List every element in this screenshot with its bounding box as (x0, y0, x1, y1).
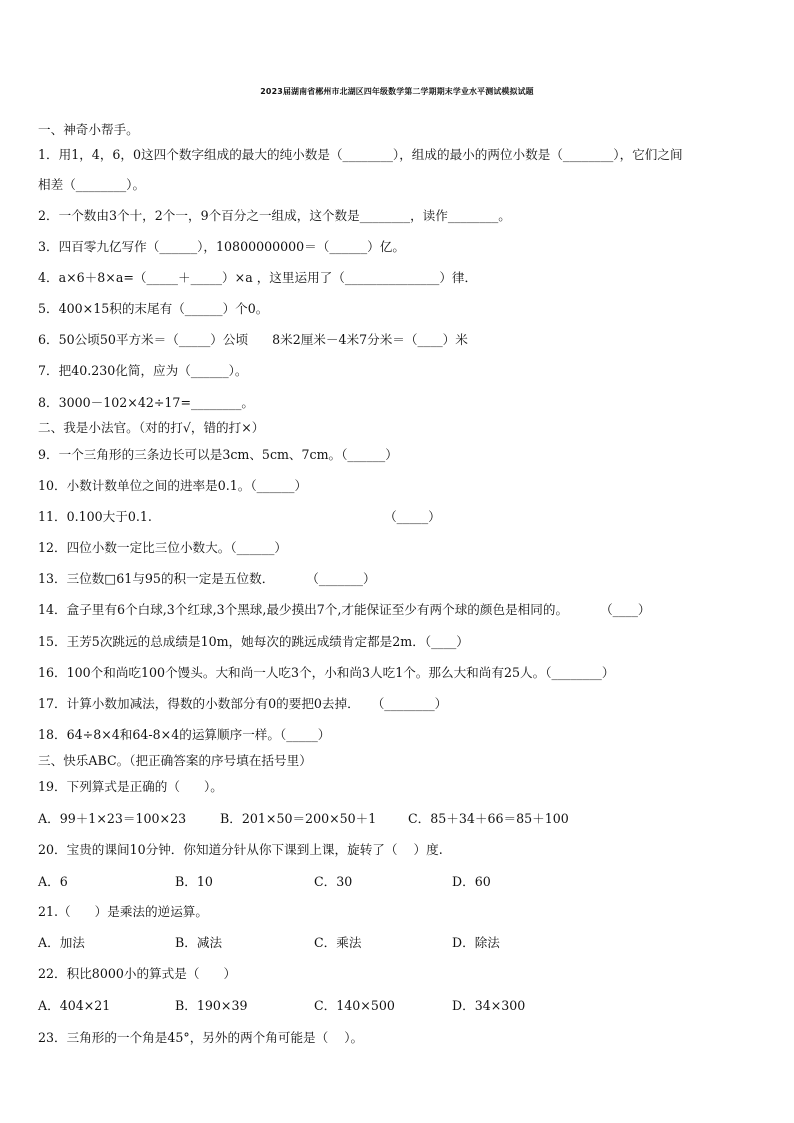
page-title: 2023届湖南省郴州市北湖区四年级数学第二学期期末学业水平测试模拟试题 (260, 87, 534, 96)
question-9: 9．一个三角形的三条边长可以是3cm、5cm、7cm。（______） (38, 447, 398, 462)
section-2-heading: 二、我是小法官。（对的打√，错的打×） (38, 420, 265, 435)
question-21-option-a: A．加法 (38, 935, 85, 950)
question-1-line-2: 相差（________）。 (38, 177, 146, 192)
question-21: 21.（ ）是乘法的逆运算。 (38, 904, 208, 919)
question-10: 10．小数计数单位之间的进率是0.1。（______） (38, 478, 308, 493)
question-4: 4．a×6＋8×a=（_____＋_____）×a ，这里运用了（_______________）律． (38, 270, 478, 285)
question-2: 2．一个数由3个十，2个一，9个百分之一组成，这个数是________，读作________。 (38, 208, 511, 223)
question-17: 17．计算小数加减法，得数的小数部分有0的要把0去掉． （________） (38, 696, 448, 711)
question-13: 13．三位数□61与95的积一定是五位数． （_______） (38, 571, 376, 586)
section-1-heading: 一、神奇小帮手。 (38, 122, 139, 137)
question-19-option-a: A．99＋1×23＝100×23 (38, 811, 187, 826)
question-20: 20．宝贵的课间10分钟．你知道分针从你下课到上课，旋转了（ ）度. (38, 842, 443, 857)
section-3-heading: 三、快乐ABC。（把正确答案的序号填在括号里） (38, 753, 312, 768)
question-18: 18．64÷8×4和64-8×4的运算顺序一样。（_____） (38, 727, 331, 742)
question-20-option-c: C．30 (314, 874, 353, 889)
question-8: 8．3000－102×42÷17=________。 (38, 395, 254, 410)
question-22: 22．积比8000小的算式是（ ） (38, 966, 237, 981)
question-22-option-b: B．190×39 (175, 998, 248, 1013)
question-19-option-b: B．201×50＝200×50＋1 (220, 811, 377, 826)
question-23: 23．三角形的一个角是45°，另外的两个角可能是（ ）。 (38, 1030, 364, 1045)
question-11: 11．0.100大于0.1. （_____） (38, 509, 441, 524)
question-19-option-c: C．85＋34＋66＝85＋100 (408, 811, 569, 826)
question-22-option-a: A．404×21 (38, 998, 111, 1013)
question-7: 7．把40.230化简，应为（______）。 (38, 363, 248, 378)
question-14: 14．盒子里有6个白球,3个红球,3个黑球,最少摸出7个,才能保证至少有两个球的颜色是相同的。 （____） (38, 602, 651, 617)
question-20-option-a: A．6 (38, 874, 68, 889)
question-21-option-b: B．减法 (175, 935, 223, 950)
question-16: 16．100个和尚吃100个馒头。大和尚一人吃3个，小和尚3人吃1个。那么大和尚有25人。（________） (38, 665, 615, 680)
question-21-option-d: D．除法 (452, 935, 500, 950)
question-21-option-c: C．乘法 (314, 935, 362, 950)
question-15: 15．王芳5次跳远的总成绩是10m，她每次的跳远成绩肯定都是2m．（____） (38, 634, 469, 649)
question-19: 19．下列算式是正确的（ ）。 (38, 779, 223, 794)
question-22-option-c: C．140×500 (314, 998, 395, 1013)
question-12: 12．四位小数一定比三位小数大。（______） (38, 540, 288, 555)
question-6: 6．50公顷50平方米＝（_____）公顷 8米2厘米－4米7分米＝（____）米 (38, 332, 468, 347)
question-5: 5．400×15积的末尾有（______）个0。 (38, 301, 269, 316)
question-22-option-d: D．34×300 (452, 998, 526, 1013)
question-1-line-1: 1．用1，4，6，0这四个数字组成的最大的纯小数是（________），组成的最小的两位小数是（________），它们之间 (38, 147, 683, 162)
question-3: 3．四百零九亿写作（______），10800000000＝（______）亿。 (38, 239, 405, 254)
question-20-option-d: D．60 (452, 874, 491, 889)
question-20-option-b: B．10 (175, 874, 213, 889)
